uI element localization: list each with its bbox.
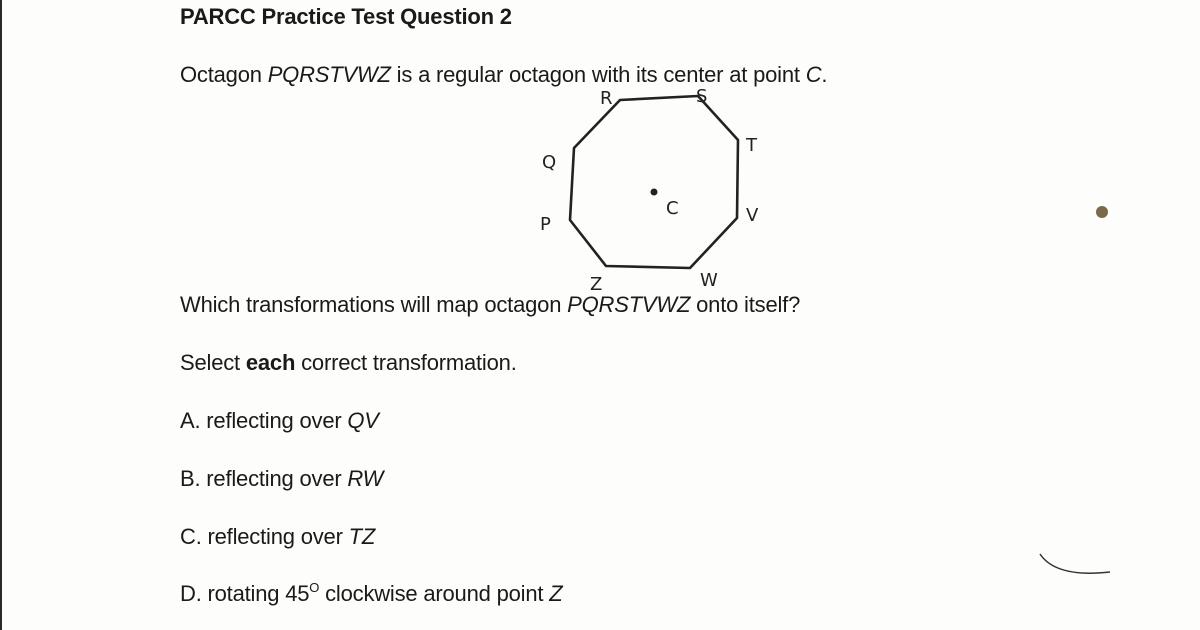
option-b[interactable]: B. reflecting over RW (180, 466, 384, 491)
center-point (651, 189, 658, 196)
option-c-target: TZ (348, 524, 376, 549)
label-s: S (696, 88, 708, 107)
instruction-emphasis: each (245, 350, 296, 375)
label-v: V (746, 205, 759, 226)
intro-sentence: Octagon PQRSTVWZ is a regular octagon with its center at point C. (180, 62, 828, 87)
pencil-stroke (1036, 548, 1116, 588)
label-w: W (700, 270, 718, 291)
label-c: C (666, 198, 679, 219)
label-p: P (540, 214, 551, 235)
label-r: R (600, 88, 613, 109)
center-point-name: C (805, 62, 822, 87)
option-b-target: RW (347, 466, 384, 491)
label-z: Z (590, 274, 603, 295)
instruction-text: Select each correct transformation. (180, 350, 517, 375)
question-text: Which transformations will map octagon PQRSTVWZ onto itself? (180, 292, 801, 317)
label-t: T (746, 135, 757, 156)
page-title: PARCC Practice Test Question 2 (180, 4, 512, 29)
option-a[interactable]: A. reflecting over QV (180, 408, 379, 433)
option-a-target: QV (347, 408, 379, 433)
octagon-outline (570, 96, 738, 268)
question-octagon-name: PQRSTVWZ (567, 292, 691, 317)
option-c[interactable]: C. reflecting over TZ (180, 524, 376, 549)
label-q: Q (542, 152, 557, 173)
degree-mark: O (309, 580, 320, 595)
option-d-target: Z (549, 581, 563, 606)
octagon-name: PQRSTVWZ (267, 62, 391, 87)
page-edge (0, 0, 2, 630)
octagon-diagram (520, 88, 820, 298)
octagon-figure (520, 88, 820, 298)
option-d[interactable]: D. rotating $45^O$ clockwise around point Z (180, 580, 563, 606)
ink-dot (1096, 206, 1108, 218)
